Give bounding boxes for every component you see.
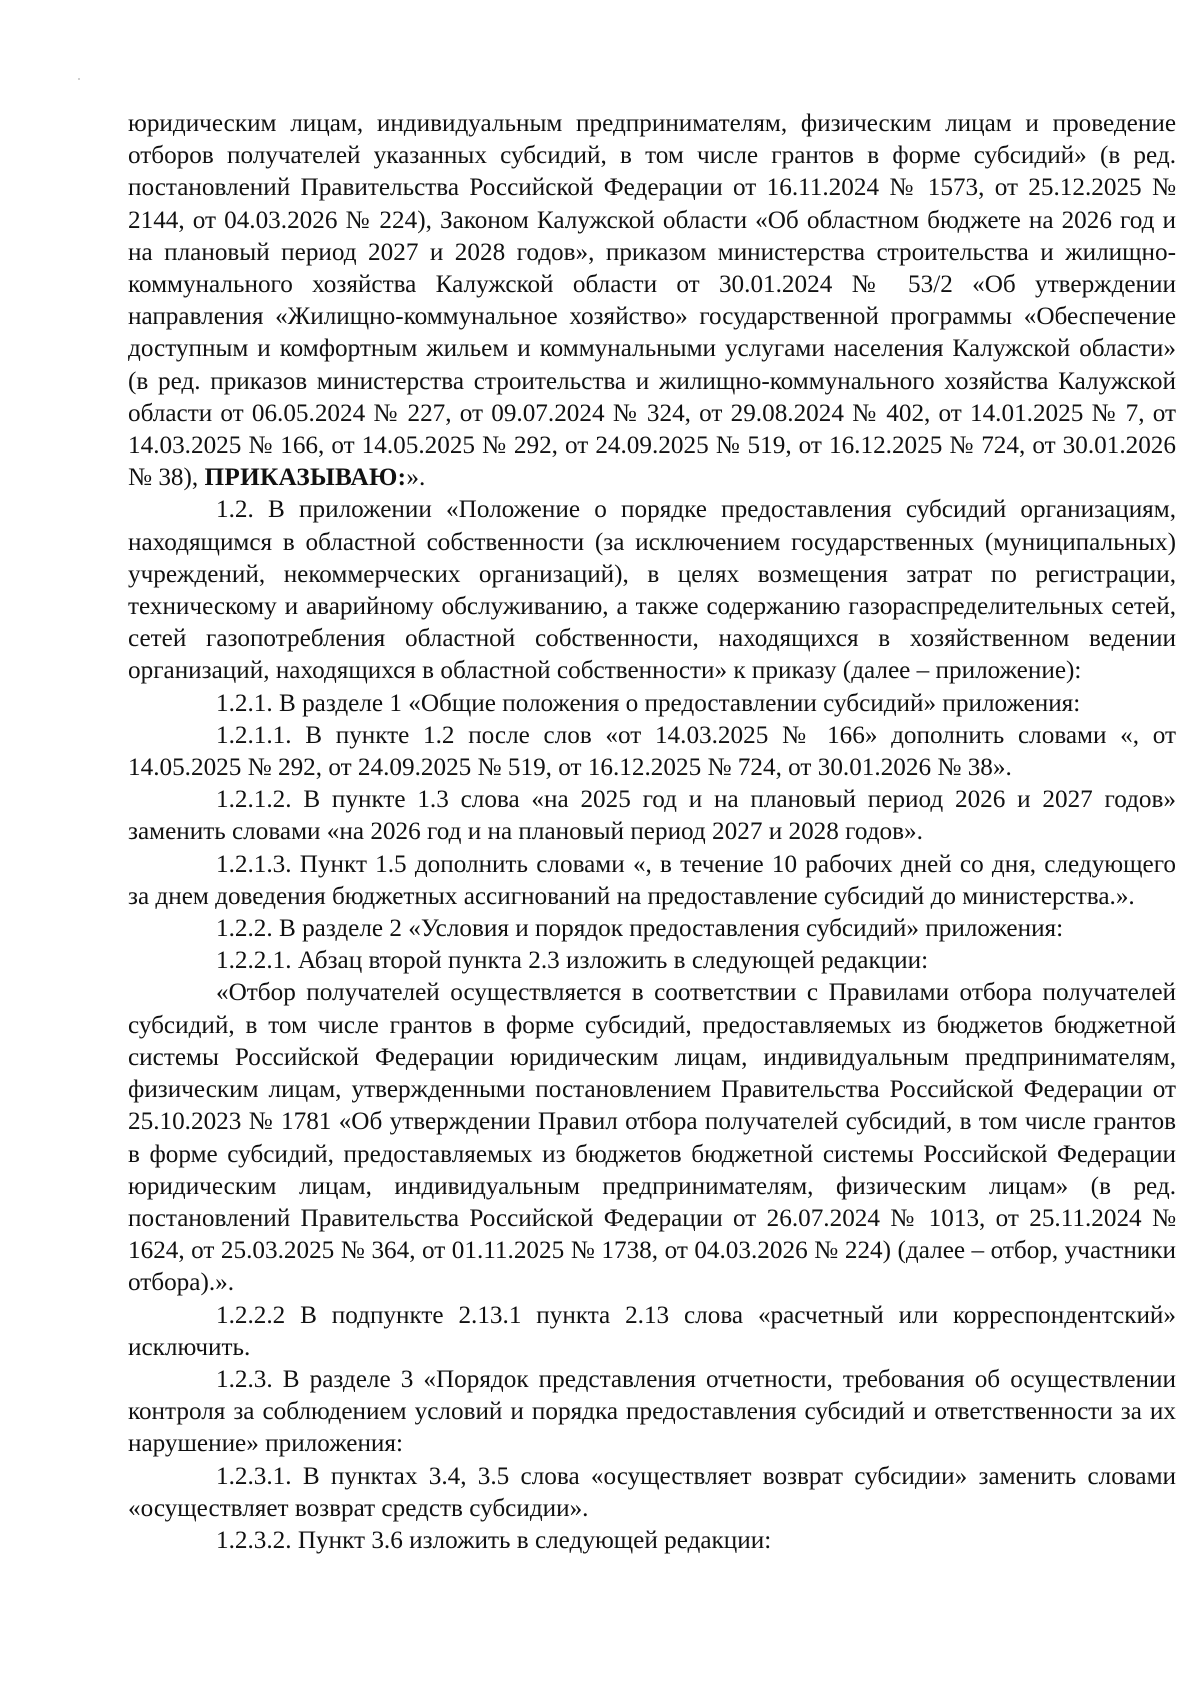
paragraph-1-2-2-2: 1.2.2.2 В подпункте 2.13.1 пункта 2.13 слова «расчетный или корреспондентский» исключить. <box>128 1301 1176 1361</box>
paragraph-1-2-3: 1.2.3. В разделе 3 «Порядок представления отчетности, требования об осуществлении контроля за соблюдением условий и порядка предоставления субсидий и ответственности за их нарушение» приложения: <box>128 1365 1176 1458</box>
order-keyword: ПРИКАЗЫВАЮ: <box>204 464 407 492</box>
paragraph-1-2-1: 1.2.1. В разделе 1 «Общие положения о предоставлении субсидий» приложения: <box>216 689 1081 717</box>
paragraph-1-2-3-2: 1.2.3.2. Пункт 3.6 изложить в следующей редакции: <box>216 1526 772 1554</box>
paragraph-1-2-1-3: 1.2.1.3. Пункт 1.5 дополнить словами «, в течение 10 рабочих дней со дня, следующего за днем доведения бюджетных ассигнований на предоставление субсидий до министерства.». <box>128 850 1176 910</box>
paragraph-tail: ». <box>406 464 426 492</box>
document-body <box>128 108 1176 1557</box>
paragraph-1-2: 1.2. В приложении «Положение о порядке предоставления субсидий организациям, находящимся в областной собственности (за исключением государственных (муниципальных) учреждений, некоммерческих организаций), в целях возмещения затрат по регистрации, техническому и аварийному обслуживанию, а также содержанию газораспределительных сетей, сетей газопотребления областной собственности, находящихся в хозяйственном ведении организаций, находящихся в областной собственности» к приказу (далее – приложение): <box>128 496 1176 685</box>
paragraph-1-2-2-1: 1.2.2.1. Абзац второй пункта 2.3 изложить в следующей редакции: <box>216 947 929 975</box>
paragraph-1-2-1-1: 1.2.1.1. В пункте 1.2 после слов «от 14.03.2025 № 166» дополнить словами «, от 14.05.2025 № 292, от 24.09.2025 № 519, от 16.12.2025 № 724, от 30.01.2026 № 38». <box>128 721 1176 782</box>
paragraph-quoted-selection-rules: «Отбор получателей осуществляется в соответствии с Правилами отбора получателей субсидий, в том числе грантов в форме субсидий, предоставляемых из бюджетов бюджетной системы Российской Федерации юридическим лицам, индивидуальным предпринимателям, физическим лицам, утвержденными постановлением Правительства Российской Федерации от 25.10.2023 № 1781 «Об утверждении Правил отбора получателей субсидий, в том числе грантов в форме субсидий, предоставляемых из бюджетов бюджетной системы Российской Федерации юридическим лицам, индивидуальным предпринимателям, физическим лицам» (в ред. постановлений Правительства Российской Федерации от 26.07.2024 № 1013, от 25.11.2024 № 1624, от 25.03.2025 № 364, от 01.11.2025 № 1738, от 04.03.2026 № 224) (далее – отбор, участники отбора).». <box>128 979 1176 1297</box>
paragraph-text: юридическим лицам, индивидуальным предпринимателям, физическим лицам и проведение отборов получателей указанных субсидий, в том числе грантов в форме субсидий» (в ред. постановлений Правительства Российской Федерации от 16.11.2024 № 1573, от 25.12.2025 № 2144, от 04.03.2026 № 224), Законом Калужской области «Об областном бюджете на 2026 год и на плановый период 2027 и 2028 годов», приказом министерства строительства и жилищно-коммунального хозяйства Калужской области от 30.01.2024 № 53/2 «Об утверждении направления «Жилищно-коммунальное хозяйство» государственной программы «Обеспечение доступным и комфортным жильем и коммунальными услугами населения Калужской области» (в ред. приказов министерства строительства и жилищно-коммунального хозяйства Калужской области от 06.05.2024 № 227, от 09.07.2024 № 324, от 29.08.2024 № 402, от 14.01.2025 № 7, от 14.03.2025 № 166, от 14.05.2025 № 292, от 24.09.2025 № 519, от 16.12.2025 № 724, от 30.01.2026 № 38), <box>128 110 1176 492</box>
paragraph-1-2-3-1: 1.2.3.1. В пунктах 3.4, 3.5 слова «осуществляет возврат субсидии» заменить словами «осуществляет возврат средств субсидии». <box>128 1462 1176 1522</box>
paragraph-1-2-2: 1.2.2. В разделе 2 «Условия и порядок предоставления субсидий» приложения: <box>216 915 1064 943</box>
paragraph-1-2-1-2: 1.2.1.2. В пункте 1.3 слова «на 2025 год и на плановый период 2026 и 2027 годов» заменить словами «на 2026 год и на плановый период 2027 и 2028 годов». <box>128 786 1176 846</box>
paragraph-legal-basis <box>128 108 1176 494</box>
scan-speck <box>78 78 80 80</box>
